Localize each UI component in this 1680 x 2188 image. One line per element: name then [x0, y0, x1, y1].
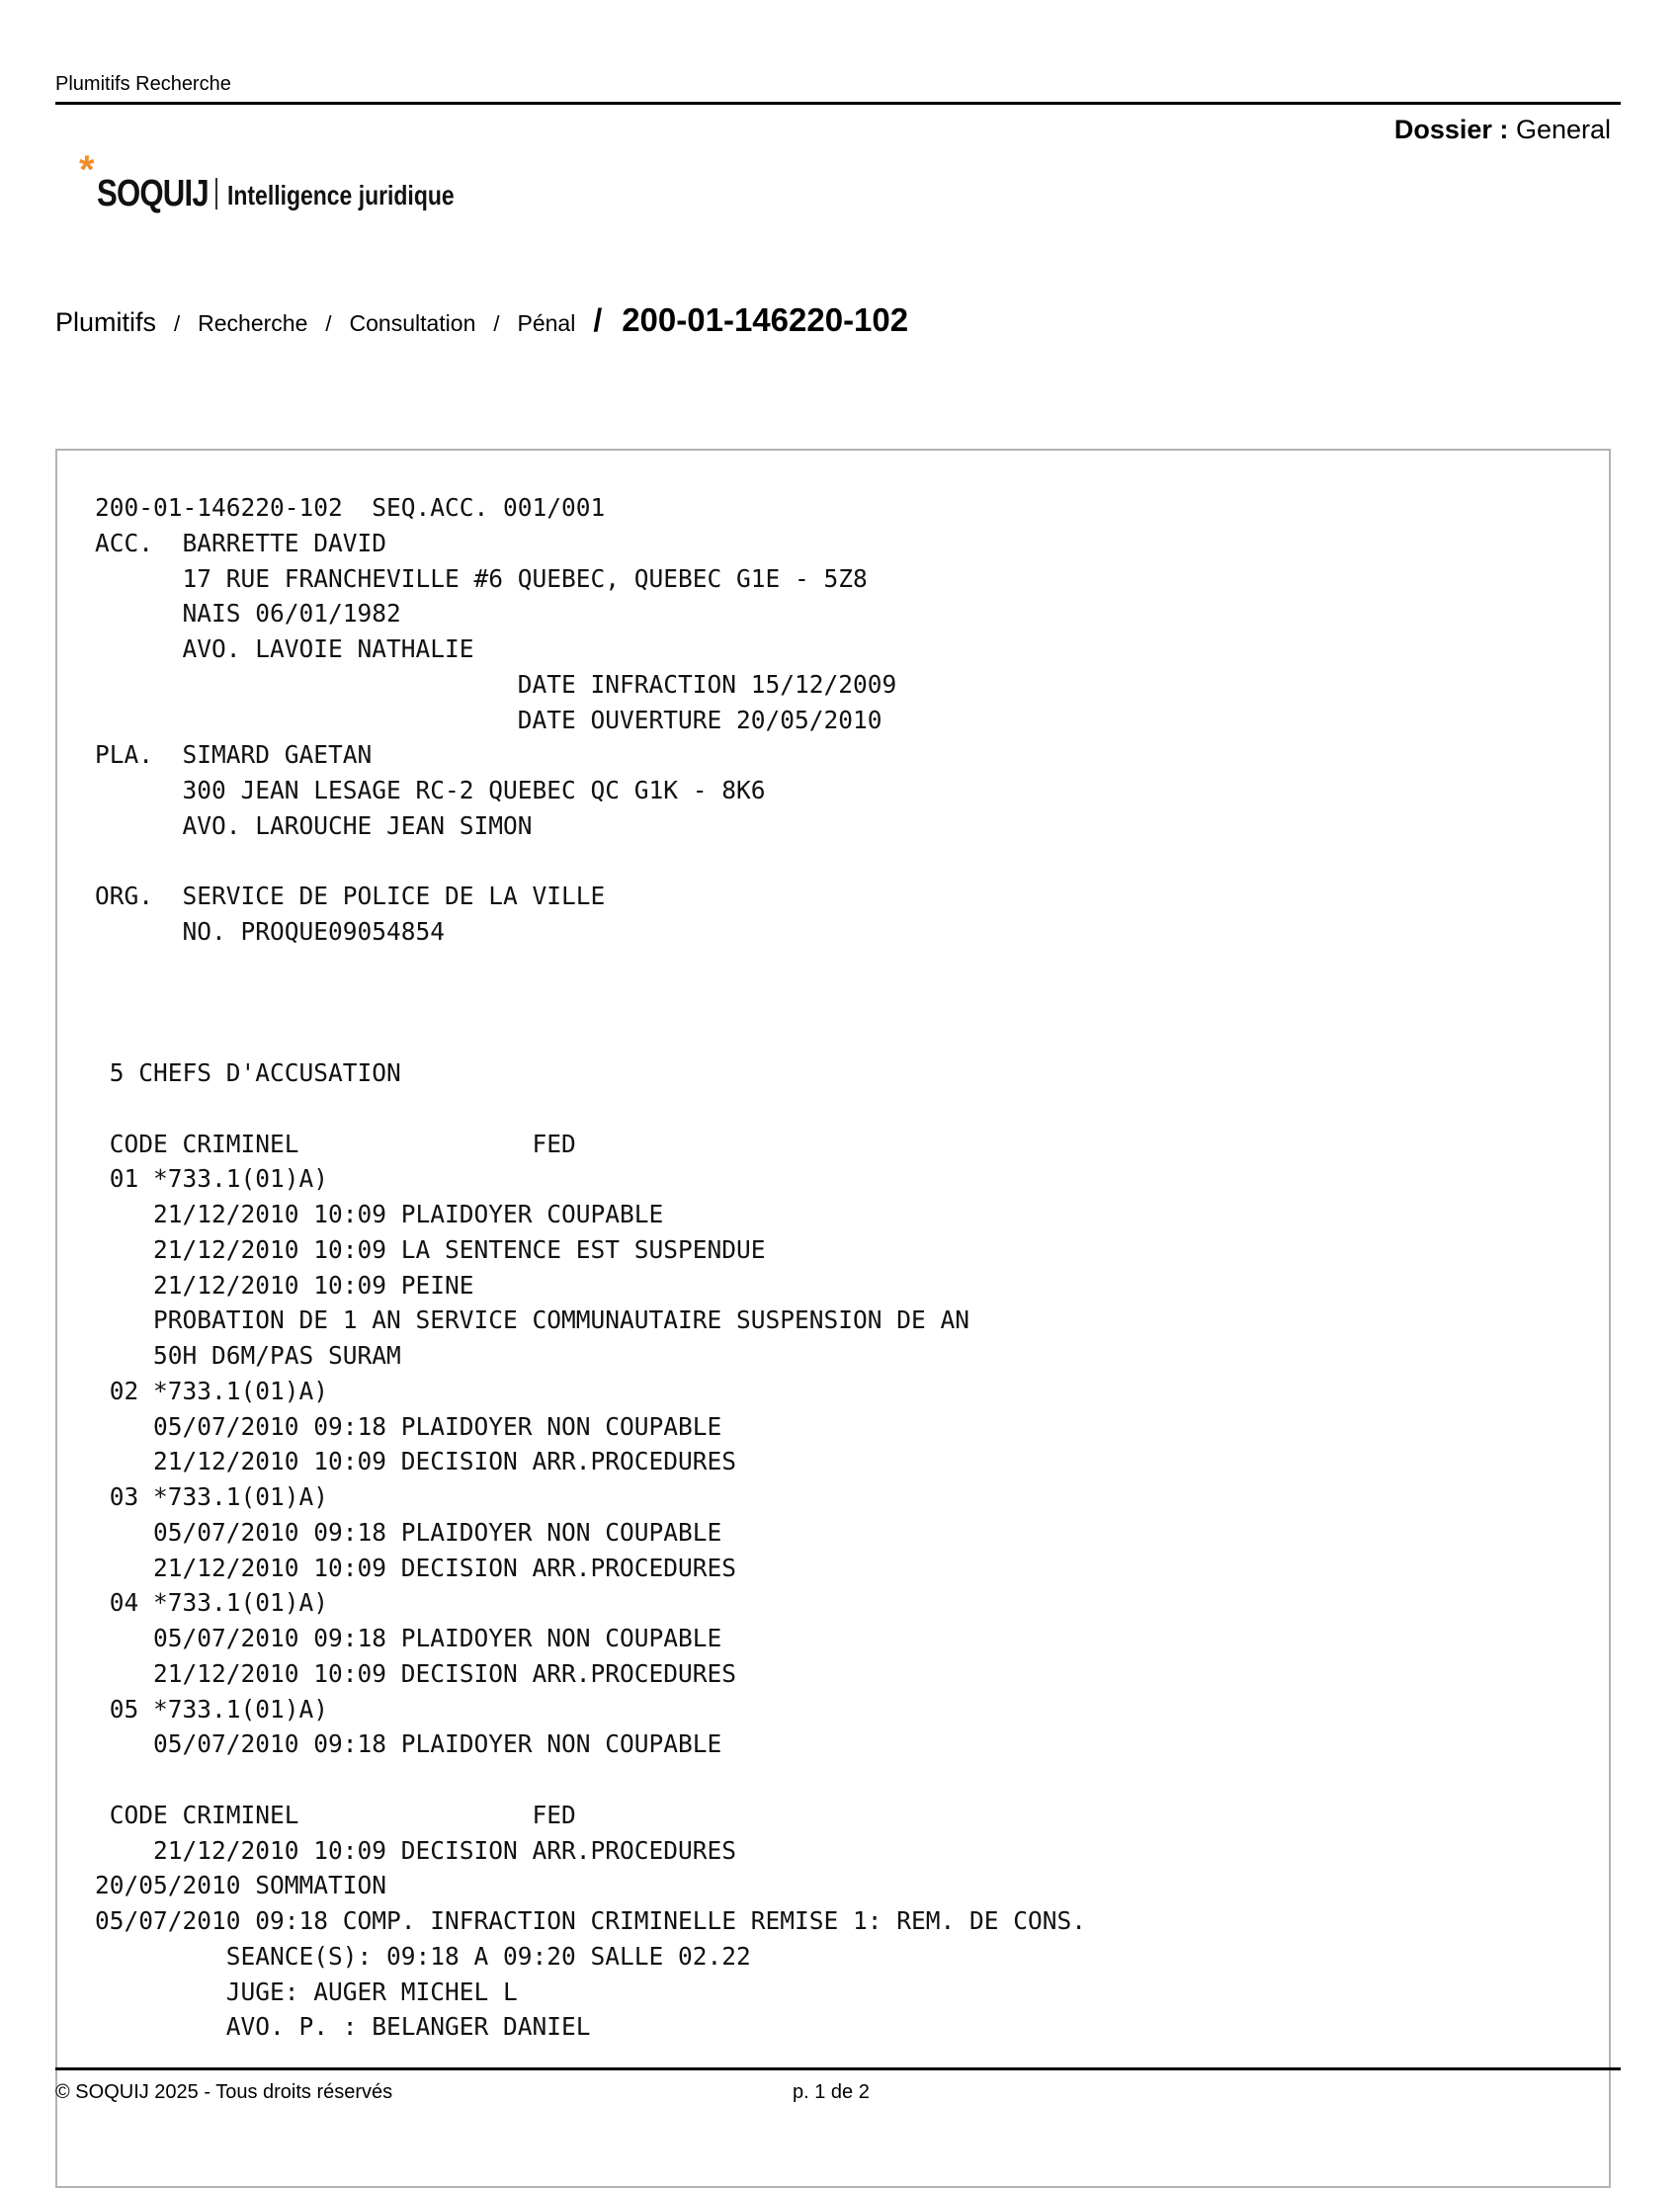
- dossier-indicator: [1394, 115, 1611, 145]
- record-line: 21/12/2010 10:09 PLAIDOYER COUPABLE: [95, 1200, 664, 1228]
- record-line: 01 *733.1(01)A): [95, 1164, 329, 1194]
- frame-edge-right: [1609, 2070, 1611, 2174]
- record-line: 200-01-146220-102 SEQ.ACC. 001/001: [95, 493, 606, 522]
- logo-tagline: Intelligence juridique: [226, 180, 455, 210]
- record-line: CODE CRIMINEL FED: [95, 1800, 576, 1829]
- record-line: AVO. LAROUCHE JEAN SIMON: [95, 810, 533, 840]
- record-line: 21/12/2010 10:09 LA SENTENCE EST SUSPENDUE: [95, 1234, 766, 1264]
- record-line: NO. PROQUE09054854: [95, 917, 446, 946]
- record-line: DATE OUVERTURE 20/05/2010: [95, 705, 882, 734]
- dossier-label: Dossier :: [1393, 115, 1509, 144]
- breadcrumb-plumitifs[interactable]: Plumitifs: [55, 307, 157, 337]
- record-line: CODE CRIMINEL FED: [95, 1129, 576, 1158]
- record-line: 21/12/2010 10:09 DECISION ARR.PROCEDURES: [95, 1447, 737, 1476]
- record-line: 21/12/2010 10:09 DECISION ARR.PROCEDURES: [95, 1658, 737, 1688]
- record-line: 02 *733.1(01)A): [95, 1376, 329, 1405]
- record-line: NAIS 06/01/1982: [95, 599, 401, 629]
- breadcrumb-separator: /: [174, 311, 181, 336]
- record-line: 05 *733.1(01)A): [95, 1694, 329, 1724]
- soquij-logo[interactable]: [79, 150, 504, 215]
- breadcrumb-separator: /: [593, 302, 603, 338]
- record-line: SEANCE(S): 09:18 A 09:20 SALLE 02.22: [95, 1941, 751, 1971]
- record-line: 20/05/2010 SOMMATION: [95, 1871, 387, 1900]
- record-line: 5 CHEFS D'ACCUSATION: [95, 1058, 401, 1087]
- record-line: 50H D6M/PAS SURAM: [95, 1341, 401, 1370]
- page-number: p. 1 de 2: [793, 2081, 870, 2103]
- record-line: 21/12/2010 10:09 DECISION ARR.PROCEDURES: [95, 1553, 737, 1582]
- record-line: PLA. SIMARD GAETAN: [95, 740, 373, 770]
- record-line: 05/07/2010 09:18 PLAIDOYER NON COUPABLE: [95, 1729, 722, 1759]
- record-line: AVO. LAVOIE NATHALIE: [95, 634, 474, 663]
- record-text: [95, 490, 1086, 2045]
- record-line: 04 *733.1(01)A): [95, 1588, 329, 1618]
- record-line: 05/07/2010 09:18 PLAIDOYER NON COUPABLE: [95, 1624, 722, 1652]
- record-line: JUGE: AUGER MICHEL L: [95, 1977, 518, 2006]
- logo-brand: SOQUIJ: [97, 173, 209, 214]
- record-line: DATE INFRACTION 15/12/2009: [95, 669, 897, 699]
- page-header-label: Plumitifs Recherche: [55, 73, 231, 95]
- breadcrumb-consultation[interactable]: Consultation: [349, 310, 476, 336]
- footer-divider: [55, 2067, 1621, 2070]
- header-divider: [55, 102, 1621, 105]
- record-line: 21/12/2010 10:09 PEINE: [95, 1270, 474, 1300]
- record-line: 17 RUE FRANCHEVILLE #6 QUEBEC, QUEBEC G1E - 5Z8: [95, 563, 868, 593]
- record-line: 21/12/2010 10:09 DECISION ARR.PROCEDURES: [95, 1835, 737, 1865]
- record-line: PROBATION DE 1 AN SERVICE COMMUNAUTAIRE SUSPENSION DE AN: [95, 1305, 970, 1335]
- record-line: 05/07/2010 09:18 COMP. INFRACTION CRIMINELLE REMISE 1: REM. DE CONS.: [95, 1906, 1087, 1935]
- asterisk-logo-icon: *: [79, 148, 95, 192]
- record-line: AVO. P. : BELANGER DANIEL: [95, 2012, 591, 2042]
- logo-separator: [215, 178, 217, 210]
- breadcrumb: [55, 301, 908, 339]
- dossier-value: General: [1515, 115, 1611, 144]
- record-line: ORG. SERVICE DE POLICE DE LA VILLE: [95, 882, 606, 911]
- breadcrumb-penal[interactable]: Pénal: [517, 310, 576, 336]
- record-line: 05/07/2010 09:18 PLAIDOYER NON COUPABLE: [95, 1411, 722, 1441]
- record-line: 300 JEAN LESAGE RC-2 QUEBEC QC G1K - 8K6: [95, 776, 766, 804]
- breadcrumb-current-file: 200-01-146220-102: [622, 301, 909, 338]
- breadcrumb-separator: /: [493, 311, 500, 336]
- record-line: 05/07/2010 09:18 PLAIDOYER NON COUPABLE: [95, 1517, 722, 1547]
- breadcrumb-separator: /: [325, 311, 332, 336]
- record-line: ACC. BARRETTE DAVID: [95, 528, 387, 557]
- copyright: © SOQUIJ 2025 - Tous droits réservés: [55, 2081, 393, 2103]
- breadcrumb-recherche[interactable]: Recherche: [198, 310, 308, 336]
- record-line: 03 *733.1(01)A): [95, 1482, 329, 1511]
